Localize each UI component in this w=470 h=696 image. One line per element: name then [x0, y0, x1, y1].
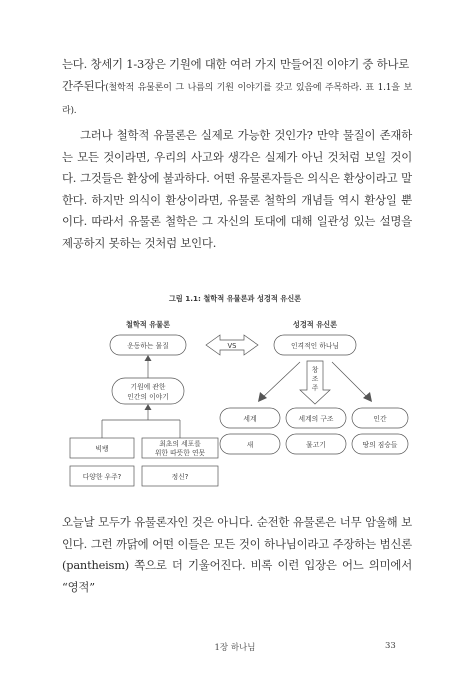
mind-label: 정신?	[171, 473, 189, 481]
human-label: 인간	[373, 415, 387, 423]
land-animals-label: 땅의 짐승들	[362, 441, 398, 449]
paragraph-pantheism: 오늘날 모두가 유물론자인 것은 아니다. 순전한 유물론은 너무 암울해 보인다. 그런 까닭에 어떤 이들은 모든 것이 하나님이라고 주장하는 범신론(pantheism) 쪽으로 더 기울어진다. 비록 이런 입장은 어느 의미에서 “영적”	[62, 515, 412, 594]
world-label: 세계	[243, 415, 257, 423]
human-story-line2: 인간의 이야기	[127, 393, 169, 401]
matter-label: 운동하는 물질	[127, 342, 169, 350]
big-bang-label: 빅뱅	[95, 445, 109, 453]
footer-chapter: 1장 하나님	[214, 643, 256, 653]
creation-arrowhead-left	[258, 392, 267, 402]
personal-god-label: 인격적인 하나님	[290, 342, 340, 350]
multiverse-label: 다양한 우주?	[82, 473, 122, 481]
creation-arrowhead-right	[363, 392, 372, 402]
birds-label: 새	[246, 441, 254, 449]
creation-char-3: 주	[311, 384, 319, 392]
vs-label: VS	[227, 342, 237, 350]
world-structure-label: 세계의 구조	[298, 415, 334, 423]
first-cells-line2: 위한 따뜻한 연못	[154, 449, 206, 457]
story-to-matter-arrowhead	[145, 355, 152, 361]
right-heading: 성경적 유신론	[292, 320, 338, 329]
bracket-arrowhead	[145, 404, 152, 410]
creation-char-2: 조	[311, 375, 319, 383]
human-story-line1: 기원에 관한	[130, 383, 166, 391]
paragraph-materialism-question: 그러나 철학적 유물론은 실제로 가능한 것인가? 만약 물질이 존재하는 모든 것이라면, 우리의 사고와 생각은 실제가 아닌 것처럼 보일 것이다. 그것들은 환상에 불과하다. 어떤 유물론자들은 의식은 환상이라고 말한다. 하지만 의식이 환상이라면, 유물론 철학의 개념들 역시 환상일 뿐이다. 따라서 유물론 철학은 그 자신의 토대에 대해 일관성 있는 설명을 제공하지 못하는 것처럼 보인다.	[62, 128, 412, 250]
first-cells-line1: 최초의 세포를	[159, 440, 201, 448]
figure-title: 그림 1.1: 철학적 유물론과 성경적 유신론	[168, 294, 302, 303]
page-number: 33	[385, 641, 396, 651]
left-heading: 철학적 유물론	[125, 320, 171, 329]
paragraph-intro-line1: 는다. 창세기 1-3장은 기원에 대한 여러 가지 만들어진 이야기 중 하나로	[62, 57, 410, 71]
creation-arrow-left	[262, 362, 300, 398]
paragraph-intro-note: (철학적 유물론이 그 나름의 기원 이야기를 갖고 있음에 주목하라. 표 1.1을 보라).	[62, 82, 412, 116]
fish-label: 물고기	[306, 441, 326, 449]
paragraph-intro-main: 간주된다	[62, 78, 106, 93]
creation-char-1: 창	[311, 366, 319, 374]
creation-arrow-right	[332, 362, 368, 398]
